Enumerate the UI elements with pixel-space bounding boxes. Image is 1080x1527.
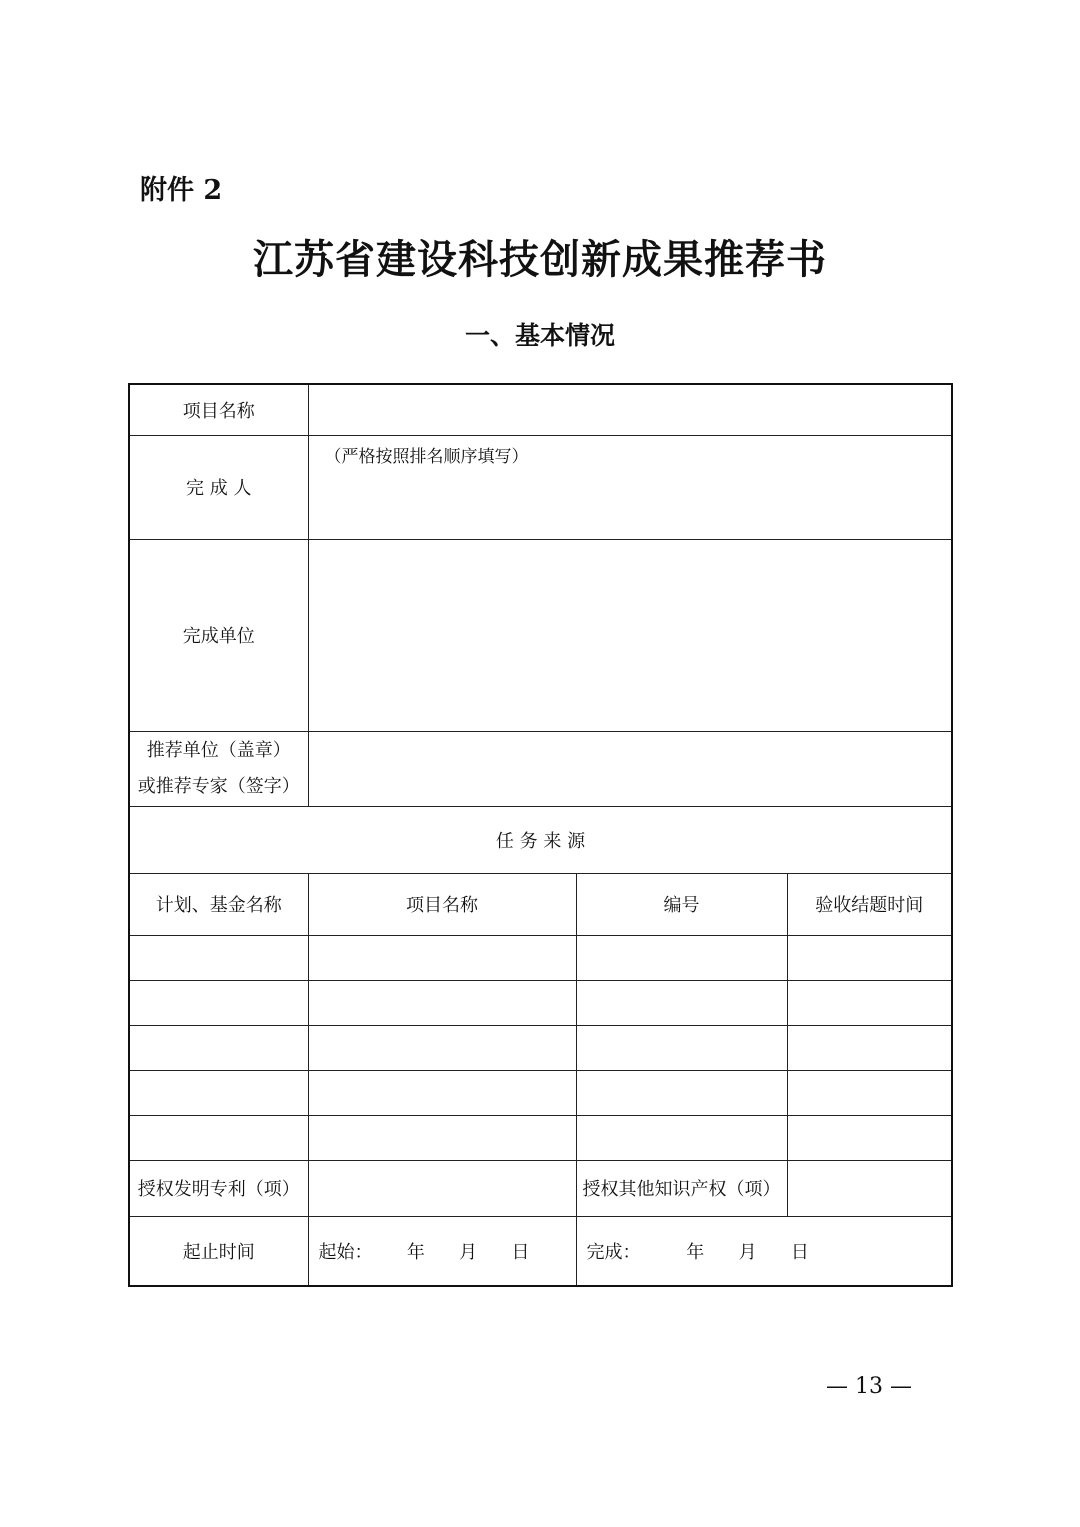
- recommender-label-line2: 或推荐专家（签字）: [137, 775, 300, 797]
- completer-note: （严格按照排名顺序填写）: [324, 446, 529, 467]
- task-cell[interactable]: [576, 980, 787, 1025]
- unit-label: 完成单位: [129, 539, 308, 731]
- completer-label: 完 成 人: [129, 435, 308, 539]
- task-row: [129, 1115, 952, 1160]
- task-cell[interactable]: [129, 1025, 308, 1070]
- task-header-plan: 计划、基金名称: [129, 873, 308, 935]
- task-cell[interactable]: [129, 980, 308, 1025]
- task-header-number: 编号: [576, 873, 787, 935]
- task-cell[interactable]: [308, 935, 576, 980]
- task-header-time: 验收结题时间: [787, 873, 952, 935]
- other-ip-label: 授权其他知识产权（项）: [576, 1160, 787, 1216]
- task-cell[interactable]: [787, 980, 952, 1025]
- section-heading: 一、基本情况: [464, 321, 615, 350]
- recommender-field[interactable]: [308, 731, 952, 806]
- task-cell[interactable]: [129, 1115, 308, 1160]
- task-cell[interactable]: [308, 1025, 576, 1070]
- attachment-label: 附件 2: [140, 175, 223, 206]
- task-cell[interactable]: [576, 1115, 787, 1160]
- project-name-label: 项目名称: [129, 384, 308, 435]
- task-row: [129, 1025, 952, 1070]
- task-cell[interactable]: [787, 1115, 952, 1160]
- task-row: [129, 935, 952, 980]
- task-cell[interactable]: [576, 1025, 787, 1070]
- period-label: 起止时间: [129, 1216, 308, 1286]
- patent-field[interactable]: [308, 1160, 576, 1216]
- end-date-field[interactable]: 完成： 年 月 日: [576, 1216, 952, 1286]
- task-cell[interactable]: [308, 1115, 576, 1160]
- task-cell[interactable]: [129, 1070, 308, 1115]
- task-cell[interactable]: [787, 935, 952, 980]
- recommender-label-line1: 推荐单位（盖章）: [146, 739, 291, 761]
- task-source-heading: 任 务 来 源: [129, 806, 952, 873]
- task-row: [129, 980, 952, 1025]
- task-row: [129, 1070, 952, 1115]
- start-date-field[interactable]: 起始： 年 月 日: [308, 1216, 576, 1286]
- completer-field[interactable]: [308, 435, 952, 539]
- unit-field[interactable]: [308, 539, 952, 731]
- document-title: 江苏省建设科技创新成果推荐书: [253, 236, 827, 283]
- task-cell[interactable]: [129, 935, 308, 980]
- recommender-label: [129, 731, 308, 806]
- basic-info-form: [128, 383, 953, 1287]
- task-cell[interactable]: [308, 980, 576, 1025]
- task-cell[interactable]: [576, 1070, 787, 1115]
- task-cell[interactable]: [308, 1070, 576, 1115]
- task-cell[interactable]: [576, 935, 787, 980]
- patent-label: 授权发明专利（项）: [129, 1160, 308, 1216]
- task-cell[interactable]: [787, 1025, 952, 1070]
- other-ip-field[interactable]: [787, 1160, 952, 1216]
- page-number: — 13 —: [826, 1374, 912, 1399]
- project-name-field[interactable]: [308, 384, 952, 435]
- task-header-project: 项目名称: [308, 873, 576, 935]
- task-cell[interactable]: [787, 1070, 952, 1115]
